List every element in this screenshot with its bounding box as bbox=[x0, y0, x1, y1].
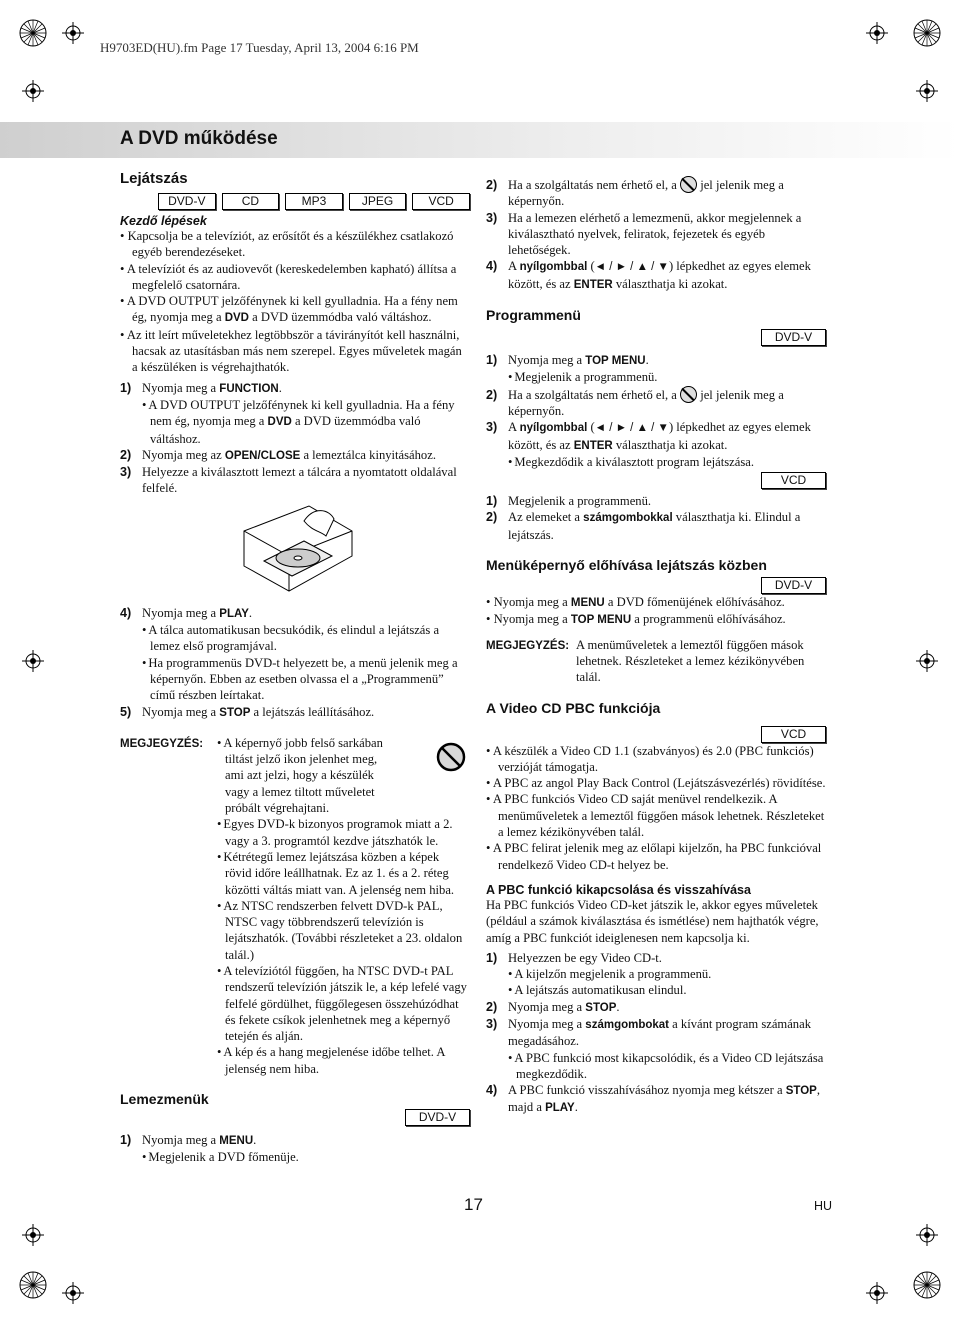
step-end: . bbox=[278, 380, 282, 395]
crosshair-icon bbox=[916, 1224, 938, 1246]
language-code: HU bbox=[814, 1199, 833, 1213]
section-title-video-cd-pbc: A Video CD PBC funkciója bbox=[486, 699, 661, 716]
key-top-menu: TOP MENU bbox=[570, 614, 632, 627]
step-text: Nyomja meg az bbox=[142, 447, 225, 462]
step-end: . bbox=[574, 1100, 578, 1115]
step-text: Helyezzen be egy Video CD-t. bbox=[508, 950, 662, 965]
note-item: • Az NTSC rendszerben felvett DVD-k PAL, NTSC vagy többrendszerű televízión is lejátszhatók. (További részleteket a 23. oldalon talál.) bbox=[215, 898, 467, 963]
section-title-playback: Lejátszás bbox=[120, 170, 188, 187]
step-text: A bbox=[508, 259, 520, 274]
vcd-step-1 bbox=[486, 493, 826, 509]
key-dvd: DVD bbox=[224, 312, 249, 325]
step-text: , majd a bbox=[508, 1083, 820, 1115]
key-number-buttons: számgombokkal bbox=[583, 512, 673, 525]
registration-mark-icon bbox=[18, 18, 48, 48]
registration-mark-icon bbox=[912, 1270, 942, 1300]
step-1-sub bbox=[120, 397, 470, 447]
crosshair-icon bbox=[916, 80, 938, 102]
list-item bbox=[120, 293, 470, 327]
pbc-step-1 bbox=[486, 950, 826, 966]
key-menu: MENU bbox=[570, 597, 605, 610]
step-number: 1) bbox=[486, 950, 498, 965]
step-text: Ha a szolgáltatás nem érhető el, a bbox=[508, 178, 677, 192]
note-item: • A televíziótól függően, ha NTSC DVD-t PAL rendszerű televízión játszik le, a kép lefelé vagy felfelé gördülhet, függőlegesen összehúzódhat és fekete csíkok jelenhetnek meg a képernyő tetején és alján. bbox=[215, 963, 467, 1044]
crosshair-icon bbox=[62, 22, 84, 44]
bullet-text-tail: a DVD főmenüjének előhívásához. bbox=[604, 595, 785, 610]
step-number: 2) bbox=[486, 178, 498, 192]
step-tail: a lejátszás leállításához. bbox=[250, 704, 375, 719]
file-info-line: H9703ED(HU).fm Page 17 Tuesday, April 13, 2004 6:16 PM bbox=[100, 40, 419, 55]
key-arrow-buttons: nyílgombbal bbox=[519, 422, 588, 435]
key-number-buttons: számgombokat bbox=[585, 1018, 670, 1031]
key-stop: STOP bbox=[585, 1001, 617, 1014]
crosshair-icon bbox=[916, 650, 938, 672]
step-4-sub-2: • Ha programmenüs DVD-t helyezett be, a menü jelenik meg a képernyőn. Ebben az esetben olvassa el a „Programmenü” című részben leírtakat. bbox=[120, 655, 470, 704]
step-number: 3) bbox=[486, 210, 498, 225]
badge-jpeg: JPEG bbox=[349, 193, 407, 210]
badge-dvd-v: DVD-V bbox=[761, 577, 826, 594]
step-text: ( bbox=[587, 420, 595, 435]
list-item: • A televíziót és az audiovevőt (kereskedelemben kapható) állítsa a megfelelő csatornára. bbox=[120, 261, 470, 294]
note-item: • A képernyő jobb felső sarkában tiltást jelző ikon jelenhet meg, ami azt jelzi, hogy a készülék vagy a lemez tiltott műveletet próbált végrehajtani. bbox=[215, 735, 395, 816]
step-text: Ha a lemezen elérhető a lemezmenü, akkor megjelennek a kiválasztható nyelvek, feliratok, fejezetek és egyéb lehetőségek. bbox=[508, 210, 802, 258]
disc-menu-step-1 bbox=[120, 1132, 470, 1149]
step-number: 3) bbox=[486, 1016, 498, 1031]
step-text: választhatja ki azokat. bbox=[612, 276, 728, 291]
sub-text: A DVD OUTPUT jelzőfénynek ki kell gyulladnia. Ha a fény nem ég, nyomja meg a bbox=[148, 397, 455, 429]
step-text-tail: jel jelenik meg a képernyőn. bbox=[508, 178, 784, 209]
badge-row bbox=[120, 1109, 470, 1126]
prohibited-icon bbox=[435, 741, 467, 773]
step-text: Nyomja meg a bbox=[508, 999, 586, 1014]
step-text: választhatja ki azokat. bbox=[612, 437, 728, 452]
pbc-step-3 bbox=[486, 1016, 826, 1050]
step-text: a kívánt program számának megadásához. bbox=[508, 1016, 811, 1049]
list-item: • Az itt leírt műveletekhez legtöbbször a távirányítót kell használni, hacsak az utasításban más nem szerepel. Egyes műveletek magán a készüléken is végrehajthatók. bbox=[120, 327, 470, 376]
disc-tray-illustration bbox=[234, 501, 354, 601]
program-step-3 bbox=[486, 419, 826, 454]
key-menu: MENU bbox=[219, 1135, 254, 1148]
badge-vcd: VCD bbox=[412, 193, 470, 210]
program-step-3-sub: • Megkezdődik a kiválasztott program lejátszása. bbox=[486, 454, 826, 470]
badge-vcd: VCD bbox=[761, 726, 826, 743]
step-2 bbox=[486, 176, 826, 210]
vcd-step-2 bbox=[486, 509, 826, 543]
pbc-step-3-sub: • A PBC funkció most kikapcsolódik, és a Video CD lejátszása megkezdődik. bbox=[486, 1050, 826, 1083]
badge-cd: CD bbox=[222, 193, 280, 210]
list-item: • Kapcsolja be a televíziót, az erősítőt és a készülékhez csatlakozó egyéb berendezéseket. bbox=[120, 228, 470, 261]
subsection-title-pbc-toggle: A PBC funkció kikapcsolása és visszahívása bbox=[486, 882, 751, 897]
step-number: 1) bbox=[120, 380, 132, 395]
list-item: • A PBC funkciós Video CD saját menüvel rendelkezik. A menüműveletek a lemeztől függően mások lehetnek. Részleteket a lemez kézikönyvében talál. bbox=[486, 791, 826, 840]
badge-dvd-v: DVD-V bbox=[761, 329, 826, 346]
step-number: 4) bbox=[486, 259, 498, 274]
pbc-step-1-sub: • A lejátszás automatikusan elindul. bbox=[486, 982, 826, 998]
step-end: . bbox=[253, 1133, 257, 1148]
pbc-step-4 bbox=[486, 1082, 826, 1117]
step-1 bbox=[120, 380, 470, 397]
page-number: 17 bbox=[464, 1195, 483, 1214]
subsection-title: Kezdő lépések bbox=[120, 214, 207, 228]
note-block bbox=[120, 735, 470, 1077]
step-4 bbox=[486, 258, 826, 293]
key-stop: STOP bbox=[219, 706, 251, 719]
disc-menu-step-1-sub: • Megjelenik a DVD főmenüje. bbox=[120, 1149, 470, 1165]
step-text: Nyomja meg a bbox=[142, 380, 220, 395]
step-end: . bbox=[645, 353, 649, 368]
badge-row bbox=[486, 577, 826, 594]
step-end: . bbox=[616, 999, 620, 1014]
prohibited-icon bbox=[680, 386, 697, 403]
step-4-sub-1: • A tálca automatikusan becsukódik, és elindul a lejátszás a lemez első programjával. bbox=[120, 622, 470, 655]
step-number: 3) bbox=[120, 465, 132, 480]
right-column bbox=[486, 176, 826, 1117]
step-number: 5) bbox=[120, 704, 132, 719]
note-first-row bbox=[215, 735, 467, 816]
note-item: • A kép és a hang megjelenése időbe telhet. A jelenség nem hiba. bbox=[215, 1044, 467, 1077]
step-text: Helyezze a kiválasztott lemezt a tálcára a nyomtatott oldalával felfelé. bbox=[142, 465, 457, 496]
step-number: 4) bbox=[120, 605, 132, 620]
registration-mark-icon bbox=[912, 18, 942, 48]
section-title-program-menu: Programmenü bbox=[486, 307, 581, 324]
key-enter: ENTER bbox=[573, 278, 613, 291]
step-number: 1) bbox=[486, 353, 498, 368]
step-2 bbox=[120, 447, 470, 464]
badge-dvd-v: DVD-V bbox=[405, 1109, 470, 1126]
step-number: 2) bbox=[486, 999, 498, 1014]
bullet-text: A DVD OUTPUT jelzőfénynek ki kell gyulladnia. Ha a fény nem ég, nyomja meg a bbox=[126, 294, 458, 325]
crosshair-icon bbox=[22, 650, 44, 672]
bullet-text-tail: a programmenü előhívásához. bbox=[631, 612, 786, 627]
key-enter: ENTER bbox=[573, 439, 613, 452]
note-label-text: MEGJEGYZÉS: bbox=[120, 737, 204, 750]
note-label bbox=[486, 637, 576, 686]
step-text: A bbox=[508, 420, 520, 435]
badge-vcd: VCD bbox=[761, 472, 826, 489]
note-item: • Egyes DVD-k bizonyos programok miatt a 2. vagy a 3. programtól kezdve játszhatók le. bbox=[215, 816, 467, 849]
step-number: 2) bbox=[120, 447, 132, 462]
key-arrow-buttons: nyílgombbal bbox=[519, 261, 588, 274]
step-text: Nyomja meg a bbox=[142, 605, 220, 620]
step-text: ) lépkedhet az egyes elemek között, és az bbox=[508, 420, 811, 452]
step-3 bbox=[120, 464, 470, 497]
key-stop: STOP bbox=[785, 1085, 817, 1098]
disc-type-badges bbox=[158, 193, 470, 210]
badge-row bbox=[486, 472, 826, 489]
list-item bbox=[486, 594, 826, 611]
pbc-step-2 bbox=[486, 999, 826, 1016]
key-top-menu: TOP MENU bbox=[585, 355, 646, 368]
step-tail: a lemeztálca kinyitásához. bbox=[300, 447, 436, 462]
step-end: . bbox=[248, 605, 253, 620]
step-text: Az elemeket a bbox=[508, 510, 584, 525]
program-step-1 bbox=[486, 352, 826, 369]
note-label-text: MEGJEGYZÉS: bbox=[486, 639, 570, 652]
note-label bbox=[120, 735, 215, 1077]
badge-dvd-v: DVD-V bbox=[158, 193, 216, 210]
step-4 bbox=[120, 605, 470, 622]
step-number: 3) bbox=[486, 420, 498, 435]
step-3 bbox=[486, 210, 826, 259]
step-text: Ha a szolgáltatás nem érhető el, a bbox=[508, 387, 677, 402]
menu-note bbox=[486, 637, 826, 686]
step-text: ( bbox=[587, 259, 595, 274]
bullet-text: Nyomja meg a bbox=[493, 595, 571, 610]
pbc-step-1-sub: • A kijelzőn megjelenik a programmenü. bbox=[486, 966, 826, 982]
sub-text-tail: a DVD üzemmódba való váltáshoz. bbox=[150, 414, 421, 446]
step-text: Nyomja meg a bbox=[142, 1133, 220, 1148]
program-step-2 bbox=[486, 386, 826, 420]
note-text: A menüműveletek a lemeztől függően mások lehetnek. Részleteket a lemez kézikönyvében talál. bbox=[576, 637, 805, 685]
list-item: • A PBC felirat jelenik meg az előlapi kijelzőn, ha PBC funkcióval rendelkező Video CD-t helyez be. bbox=[486, 840, 826, 873]
crosshair-icon bbox=[866, 1282, 888, 1304]
badge-row bbox=[486, 726, 826, 743]
key-open-close: OPEN/CLOSE bbox=[224, 449, 301, 462]
crosshair-icon bbox=[62, 1282, 84, 1304]
step-number: 2) bbox=[486, 387, 498, 402]
list-item: • A készülék a Video CD 1.1 (szabványos) és 2.0 (PBC funkciós) verzióját támogatja. bbox=[486, 743, 826, 776]
step-text: választhatja ki. Elindul a lejátszás. bbox=[508, 510, 801, 542]
program-step-1-sub: • Megjelenik a programmenü. bbox=[486, 369, 826, 385]
list-item bbox=[486, 611, 826, 628]
crosshair-icon bbox=[22, 80, 44, 102]
section-title-menu-during-playback: Menüképernyő előhívása lejátszás közben bbox=[486, 557, 767, 574]
arrow-icons: ◄ / ► / ▲ / ▼ bbox=[594, 422, 669, 435]
note-items bbox=[215, 735, 467, 1077]
arrow-icons: ◄ / ► / ▲ / ▼ bbox=[594, 261, 669, 274]
pbc-intro: Ha PBC funkciós Video CD-ket játszik le, akkor egyes műveletek (például a számok kiválasztása és ismétlése) nem hajthatók végre, amíg a PBC funkciót ideiglenesen nem kapcsolja ki. bbox=[486, 897, 819, 945]
step-number: 1) bbox=[120, 1133, 132, 1148]
bullet-text-tail: a DVD üzemmódba való váltáshoz. bbox=[248, 310, 432, 325]
step-number: 4) bbox=[486, 1083, 498, 1098]
left-column bbox=[120, 170, 470, 1166]
step-text: Nyomja meg a bbox=[508, 1016, 586, 1031]
list-item: • A PBC az angol Play Back Control (Lejátszásvezérlés) rövidítése. bbox=[486, 775, 826, 791]
step-number: 2) bbox=[486, 510, 498, 525]
crosshair-icon bbox=[22, 1224, 44, 1246]
step-text: A PBC funkció visszahívásához nyomja meg kétszer a bbox=[508, 1083, 786, 1098]
key-dvd: DVD bbox=[267, 416, 292, 429]
step-text: Nyomja meg a bbox=[142, 704, 220, 719]
prohibited-icon bbox=[680, 176, 697, 193]
note-item: • Kétrétegű lemez lejátszása közben a képek rövid időre leállhatnak. Ez az 1. és a 2. réteg közötti váltás miatt van. A jelenség nem hiba. bbox=[215, 849, 467, 898]
step-number: 1) bbox=[486, 494, 498, 509]
badge-mp3: MP3 bbox=[285, 193, 343, 210]
step-text: Megjelenik a programmenü. bbox=[508, 494, 652, 509]
key-play: PLAY bbox=[219, 607, 249, 620]
section-title-disc-menus: Lemezmenük bbox=[120, 1091, 209, 1108]
badge-row bbox=[486, 329, 826, 346]
step-text-tail: jel jelenik meg a képernyőn. bbox=[508, 387, 784, 418]
key-play: PLAY bbox=[545, 1102, 575, 1115]
registration-mark-icon bbox=[18, 1270, 48, 1300]
step-text: Nyomja meg a bbox=[508, 353, 586, 368]
step-5 bbox=[120, 704, 470, 721]
bullet-text: Nyomja meg a bbox=[493, 612, 571, 627]
crosshair-icon bbox=[866, 22, 888, 44]
step-text: ) lépkedhet az egyes elemek között, és az bbox=[508, 259, 811, 291]
key-function: FUNCTION bbox=[219, 382, 279, 395]
page-title: A DVD működése bbox=[120, 128, 278, 149]
